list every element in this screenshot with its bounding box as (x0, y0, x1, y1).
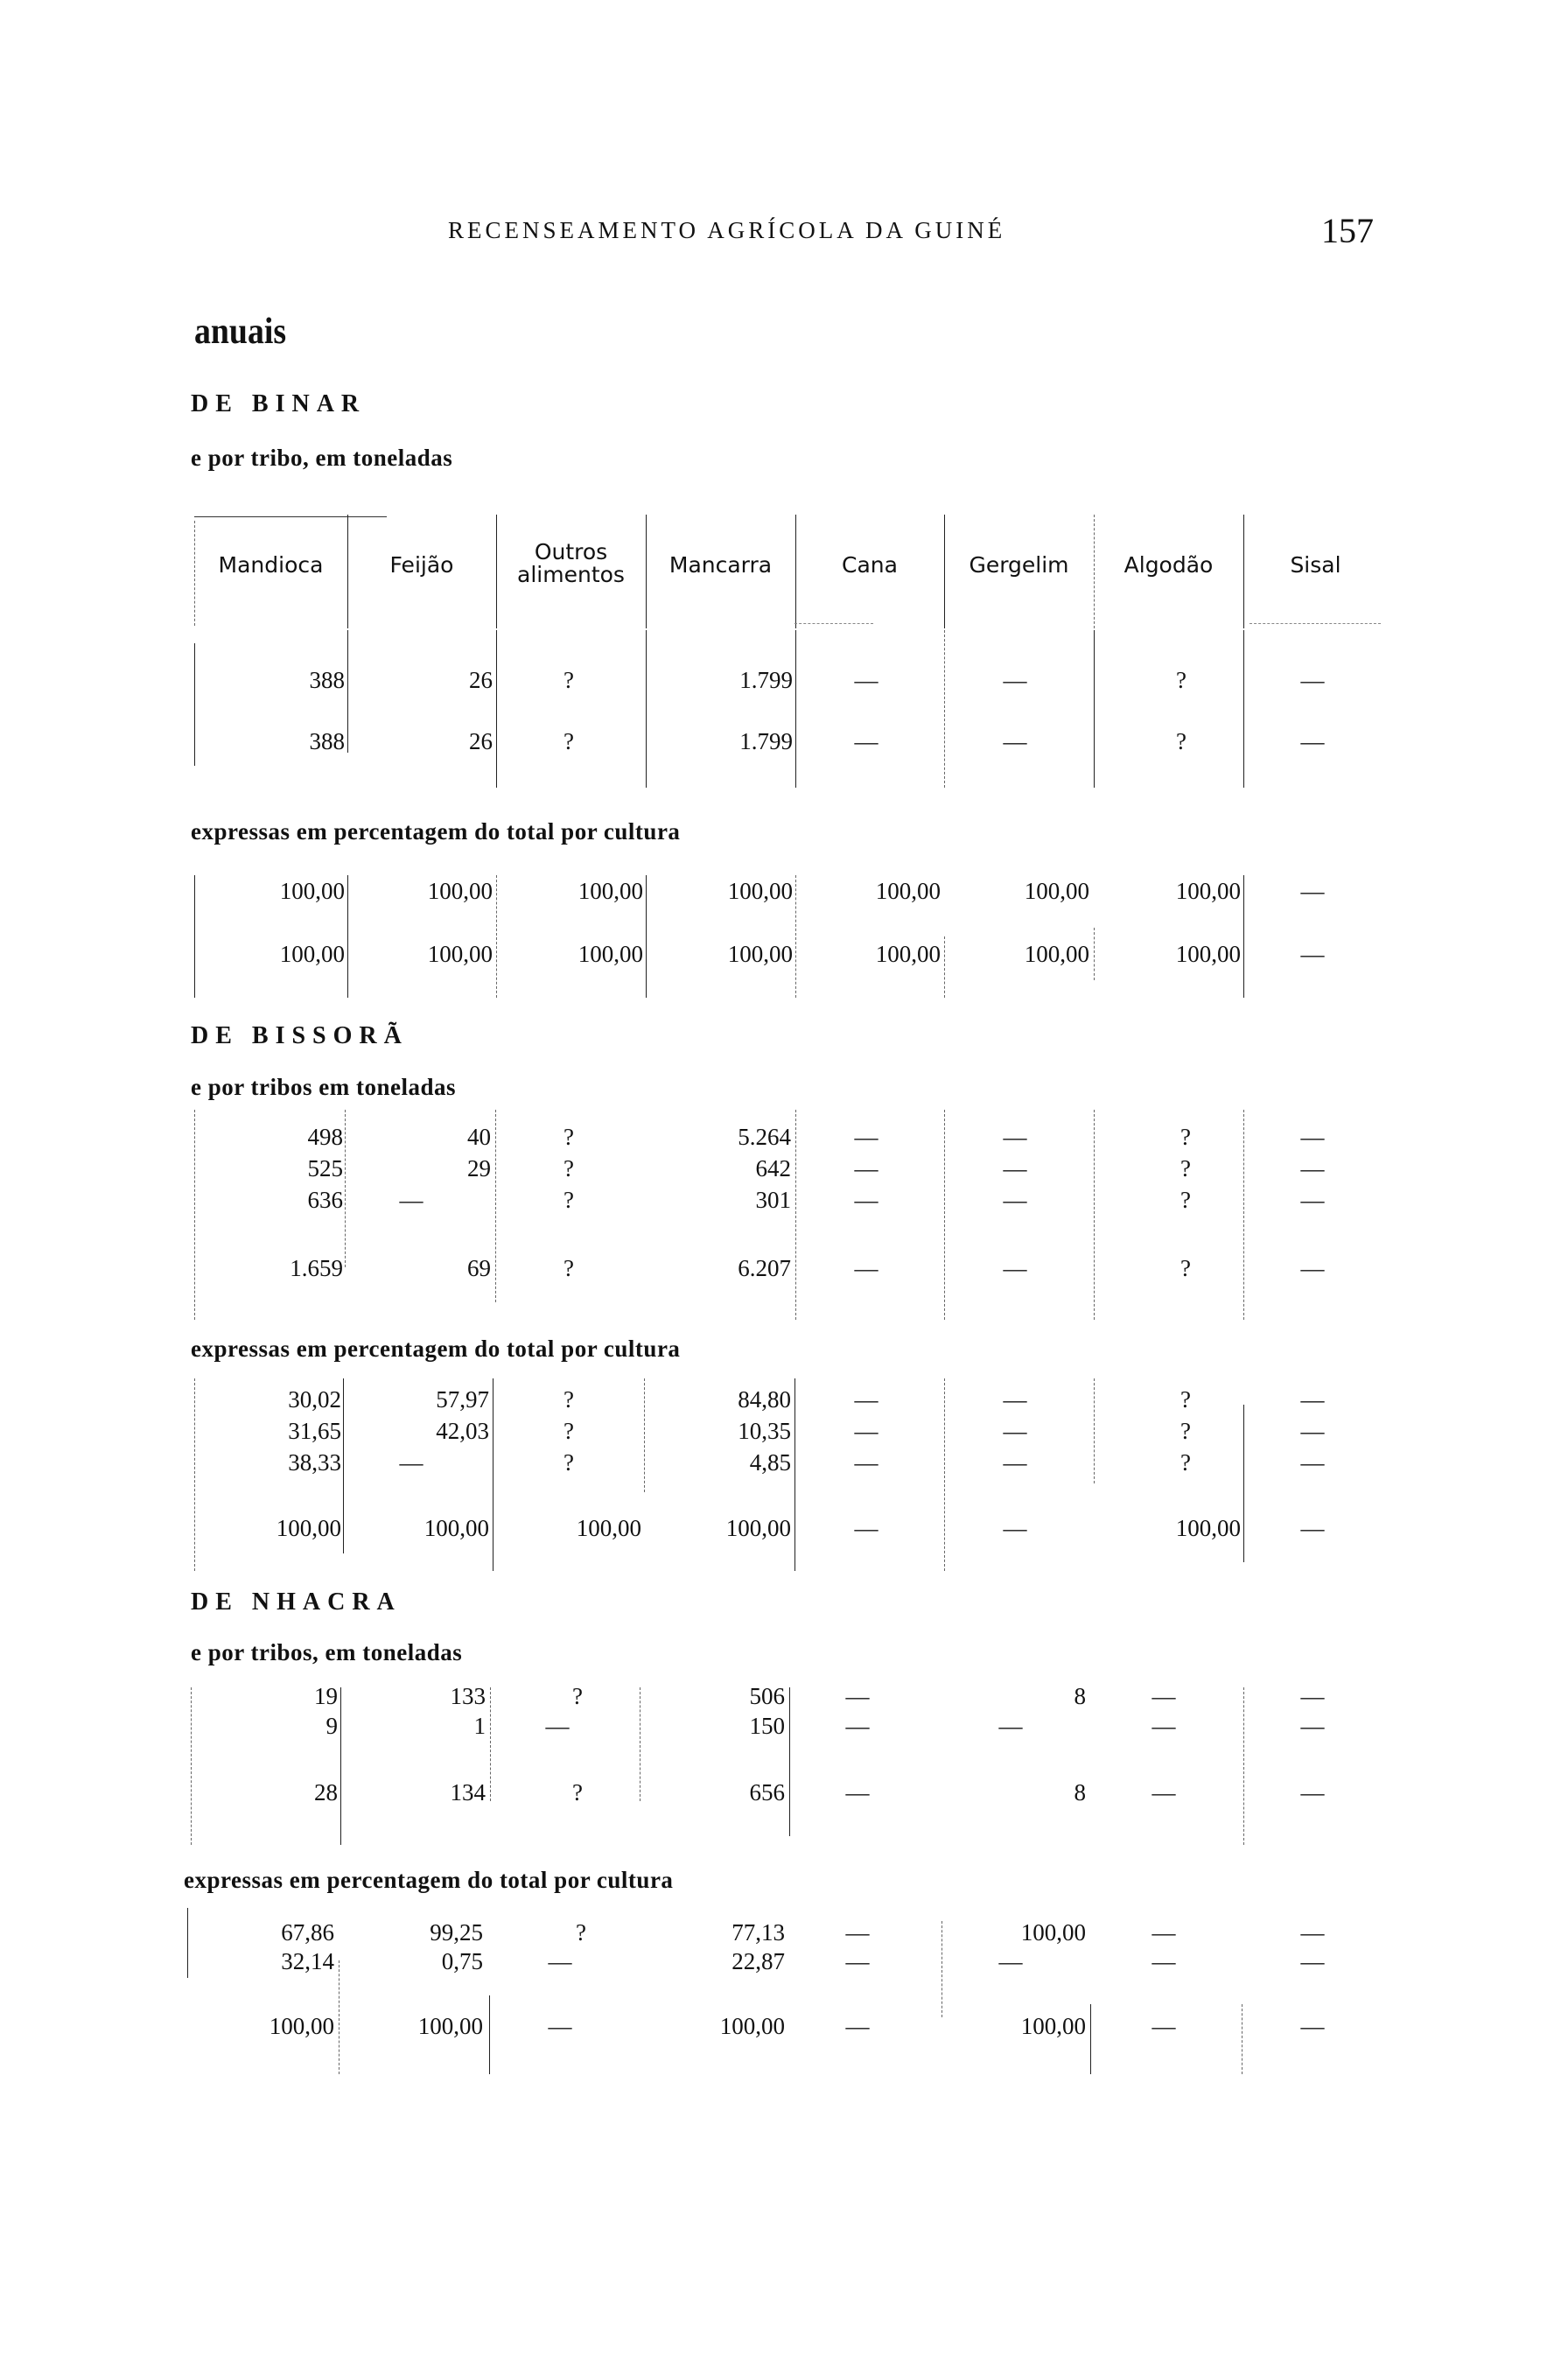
column-divider (944, 630, 945, 788)
cell-cana: — (854, 1386, 878, 1413)
cell-sisal: — (1300, 1683, 1325, 1709)
cell-outros: ? (564, 1418, 574, 1444)
cell-gergelim: 100,00 (1020, 1919, 1086, 1946)
cell-mancarra: 100,00 (719, 2013, 785, 2039)
cell-algodao: ? (1176, 667, 1186, 693)
cell-mandioca: 38,33 (288, 1449, 341, 1476)
cell-outros: 100,00 (576, 1515, 641, 1541)
cell-mancarra: 150 (749, 1713, 785, 1739)
col-header-outros-line1: Outros (534, 539, 608, 564)
cell-gergelim: — (1003, 1187, 1027, 1213)
cell-feijao: — (399, 1449, 424, 1476)
column-divider (795, 1110, 796, 1320)
cell-feijao: 29 (467, 1155, 491, 1182)
column-divider (1243, 1110, 1244, 1320)
header-bottom-rule (1250, 623, 1381, 624)
cell-outros: ? (564, 728, 574, 754)
cell-mandioca: 19 (314, 1683, 338, 1709)
col-header-feijao: Feijão (389, 552, 454, 578)
cell-mandioca: 636 (307, 1187, 343, 1213)
column-divider (646, 630, 647, 788)
cell-outros: ? (572, 1683, 583, 1709)
cell-gergelim: 8 (1074, 1779, 1086, 1806)
cell-cana: — (845, 1683, 870, 1709)
cell-mandioca: 498 (307, 1124, 343, 1150)
cell-algodao: ? (1180, 1155, 1191, 1182)
cell-mancarra: 84,80 (738, 1386, 791, 1413)
cell-sisal: — (1300, 1919, 1325, 1946)
column-divider (1090, 2004, 1091, 2074)
cell-feijao: 133 (450, 1683, 486, 1709)
cell-feijao: 99,25 (430, 1919, 483, 1946)
cell-algodao: — (1152, 1683, 1176, 1709)
cell-mandioca: 388 (309, 667, 345, 693)
cell-outros: ? (564, 1449, 574, 1476)
column-divider (493, 1378, 494, 1571)
cell-feijao: 40 (467, 1124, 491, 1150)
cell-algodao: ? (1180, 1418, 1191, 1444)
cell-feijao: 57,97 (436, 1386, 489, 1413)
cell-sisal: — (1300, 1779, 1325, 1806)
cell-outros: — (548, 1948, 572, 1974)
cell-cana: — (854, 667, 878, 693)
column-divider (644, 1378, 645, 1492)
pct-subtitle-binar: expressas em percentagem do total por cultura (191, 818, 681, 845)
cell-outros: 100,00 (578, 941, 643, 967)
cell-mancarra: 642 (755, 1155, 791, 1182)
cell-gergelim: — (1003, 1255, 1027, 1281)
cell-mancarra: 6.207 (738, 1255, 791, 1281)
column-divider (490, 1687, 491, 1801)
cell-mancarra: 301 (755, 1187, 791, 1213)
column-divider (1243, 1405, 1244, 1562)
cell-outros: ? (564, 1124, 574, 1150)
cell-algodao: ? (1180, 1386, 1191, 1413)
cell-gergelim: — (1003, 1418, 1027, 1444)
page-heading: anuais (194, 312, 287, 352)
cell-mancarra: 1.799 (739, 728, 793, 754)
column-divider (345, 1110, 346, 1267)
cell-cana: — (845, 1948, 870, 1974)
column-divider (1243, 630, 1244, 788)
cell-cana: — (854, 1187, 878, 1213)
cell-algodao: 100,00 (1175, 878, 1241, 904)
cell-mancarra: 100,00 (727, 878, 793, 904)
cell-mancarra: 5.264 (738, 1124, 791, 1150)
cell-mandioca: 1.659 (290, 1255, 343, 1281)
cell-gergelim: — (998, 1713, 1023, 1739)
cell-gergelim: — (1003, 1515, 1027, 1541)
col-header-mandioca: Mandioca (218, 552, 324, 578)
column-divider (795, 630, 796, 788)
col-header-mancarra: Mancarra (668, 552, 773, 578)
cell-outros: ? (564, 1187, 574, 1213)
column-divider (1243, 1687, 1244, 1845)
cell-gergelim: 8 (1074, 1683, 1086, 1709)
cell-sisal: — (1300, 1155, 1325, 1182)
cell-sisal: — (1300, 667, 1325, 693)
column-divider (489, 1995, 490, 2074)
cell-mandioca: 525 (307, 1155, 343, 1182)
cell-algodao: 100,00 (1175, 1515, 1241, 1541)
col-header-cana: Cana (842, 552, 898, 578)
cell-gergelim: — (1003, 1449, 1027, 1476)
cell-mancarra: 10,35 (738, 1418, 791, 1444)
cell-gergelim: 100,00 (1024, 941, 1089, 967)
column-divider (1094, 1110, 1095, 1320)
page-number: 157 (1321, 211, 1374, 250)
cell-cana: — (845, 1713, 870, 1739)
cell-mandioca: 388 (309, 728, 345, 754)
cell-mandioca: 28 (314, 1779, 338, 1806)
cell-sisal: — (1300, 1948, 1325, 1974)
cell-mandioca: 32,14 (281, 1948, 334, 1974)
cell-sisal: — (1300, 728, 1325, 754)
cell-outros: ? (572, 1779, 583, 1806)
cell-outros: ? (576, 1919, 586, 1946)
cell-gergelim: — (1003, 1155, 1027, 1182)
cell-outros: — (548, 2013, 572, 2039)
cell-sisal: — (1300, 1124, 1325, 1150)
cell-sisal: — (1300, 878, 1325, 904)
cell-cana: — (854, 1124, 878, 1150)
cell-gergelim: 100,00 (1024, 878, 1089, 904)
cell-sisal: — (1300, 1713, 1325, 1739)
column-divider (789, 1687, 790, 1836)
column-divider (343, 1378, 344, 1553)
cell-mandioca: 31,65 (288, 1418, 341, 1444)
col-header-outros-alimentos (496, 541, 646, 586)
cell-mancarra: 4,85 (749, 1449, 791, 1476)
section-title-bissora: DE BISSORÃ (191, 1022, 409, 1049)
column-divider (944, 1378, 945, 1571)
column-divider (1094, 1378, 1095, 1483)
section-subtitle-bissora: e por tribos em toneladas (191, 1074, 456, 1100)
cell-cana: — (845, 1779, 870, 1806)
cell-mancarra: 100,00 (725, 1515, 791, 1541)
cell-algodao: 100,00 (1175, 941, 1241, 967)
section-subtitle-nhacra: e por tribos, em toneladas (191, 1639, 463, 1665)
cell-feijao: 1 (473, 1713, 486, 1739)
cell-feijao: 26 (469, 728, 493, 754)
cell-mancarra: 1.799 (739, 667, 793, 693)
cell-feijao: 26 (469, 667, 493, 693)
cell-algodao: ? (1176, 728, 1186, 754)
cell-mandioca: 30,02 (288, 1386, 341, 1413)
section-subtitle-binar: e por tribo, em toneladas (191, 445, 453, 471)
cell-feijao: 100,00 (427, 878, 493, 904)
cell-cana: — (845, 2013, 870, 2039)
cell-feijao: 100,00 (424, 1515, 489, 1541)
cell-outros: ? (564, 667, 574, 693)
cell-algodao: — (1152, 1948, 1176, 1974)
cell-gergelim: 100,00 (1020, 2013, 1086, 2039)
running-title: RECENSEAMENTO AGRÍCOLA DA GUINÉ (448, 217, 1006, 243)
section-title-binar: DE BINAR (191, 390, 367, 417)
cell-sisal: — (1300, 1187, 1325, 1213)
cell-cana: — (845, 1919, 870, 1946)
cell-gergelim: — (1003, 667, 1027, 693)
cell-feijao: — (399, 1187, 424, 1213)
cell-algodao: — (1152, 1919, 1176, 1946)
cell-sisal: — (1300, 1515, 1325, 1541)
cell-cana: — (854, 728, 878, 754)
col-header-outros-line2: alimentos (517, 562, 625, 587)
column-divider (944, 1110, 945, 1320)
cell-mancarra: 22,87 (732, 1948, 785, 1974)
section-title-nhacra: DE NHACRA (191, 1588, 402, 1616)
cell-cana: — (854, 1255, 878, 1281)
cell-algodao: — (1152, 1713, 1176, 1739)
cell-mancarra: 77,13 (732, 1919, 785, 1946)
cell-mandioca: 100,00 (269, 2013, 334, 2039)
cell-gergelim: — (1003, 1124, 1027, 1150)
cell-cana: — (854, 1515, 878, 1541)
column-divider (794, 1378, 795, 1571)
cell-feijao: 100,00 (427, 941, 493, 967)
cell-mandioca: 67,86 (281, 1919, 334, 1946)
cell-outros: ? (564, 1386, 574, 1413)
cell-sisal: — (1300, 1255, 1325, 1281)
cell-mancarra: 100,00 (727, 941, 793, 967)
cell-algodao: ? (1180, 1187, 1191, 1213)
col-header-sisal: Sisal (1290, 552, 1341, 578)
cell-sisal: — (1300, 2013, 1325, 2039)
cell-mandioca: 100,00 (279, 878, 345, 904)
cell-algodao: ? (1180, 1124, 1191, 1150)
cell-cana: — (854, 1155, 878, 1182)
column-divider (496, 630, 497, 788)
cell-cana: — (854, 1418, 878, 1444)
cell-gergelim: — (1003, 1386, 1027, 1413)
header-bottom-rule (794, 623, 873, 624)
column-divider (495, 1110, 496, 1302)
column-divider (1094, 630, 1095, 788)
cell-outros: ? (564, 1155, 574, 1182)
column-divider (1243, 875, 1244, 998)
cell-feijao: 134 (450, 1779, 486, 1806)
cell-cana: 100,00 (875, 941, 941, 967)
cell-algodao: ? (1180, 1449, 1191, 1476)
cell-outros: 100,00 (578, 878, 643, 904)
cell-gergelim: — (998, 1948, 1023, 1974)
cell-mandioca: 100,00 (279, 941, 345, 967)
cell-cana: 100,00 (875, 878, 941, 904)
cell-cana: — (854, 1449, 878, 1476)
cell-outros: — (545, 1713, 570, 1739)
cell-sisal: — (1300, 1449, 1325, 1476)
cell-feijao: 42,03 (436, 1418, 489, 1444)
cell-feijao: 100,00 (417, 2013, 483, 2039)
column-divider (340, 1687, 341, 1845)
cell-mancarra: 656 (749, 1779, 785, 1806)
pct-subtitle-nhacra: expressas em percentagem do total por cultura (184, 1867, 674, 1893)
cell-mandioca: 100,00 (276, 1515, 341, 1541)
cell-algodao: — (1152, 1779, 1176, 1806)
cell-gergelim: — (1003, 728, 1027, 754)
cell-feijao: 69 (467, 1255, 491, 1281)
cell-sisal: — (1300, 1386, 1325, 1413)
cell-outros: ? (564, 1255, 574, 1281)
col-header-algodao: Algodão (1124, 552, 1214, 578)
column-divider (339, 1960, 340, 2074)
cell-sisal: — (1300, 941, 1325, 967)
pct-subtitle-bissora: expressas em percentagem do total por cultura (191, 1336, 681, 1362)
column-divider (191, 1687, 192, 1845)
header-top-rule (194, 516, 387, 517)
cell-mancarra: 506 (749, 1683, 785, 1709)
cell-feijao: 0,75 (441, 1948, 483, 1974)
col-header-gergelim: Gergelim (969, 552, 1069, 578)
cell-algodao: ? (1180, 1255, 1191, 1281)
cell-algodao: — (1152, 2013, 1176, 2039)
cell-mandioca: 9 (326, 1713, 338, 1739)
cell-sisal: — (1300, 1418, 1325, 1444)
